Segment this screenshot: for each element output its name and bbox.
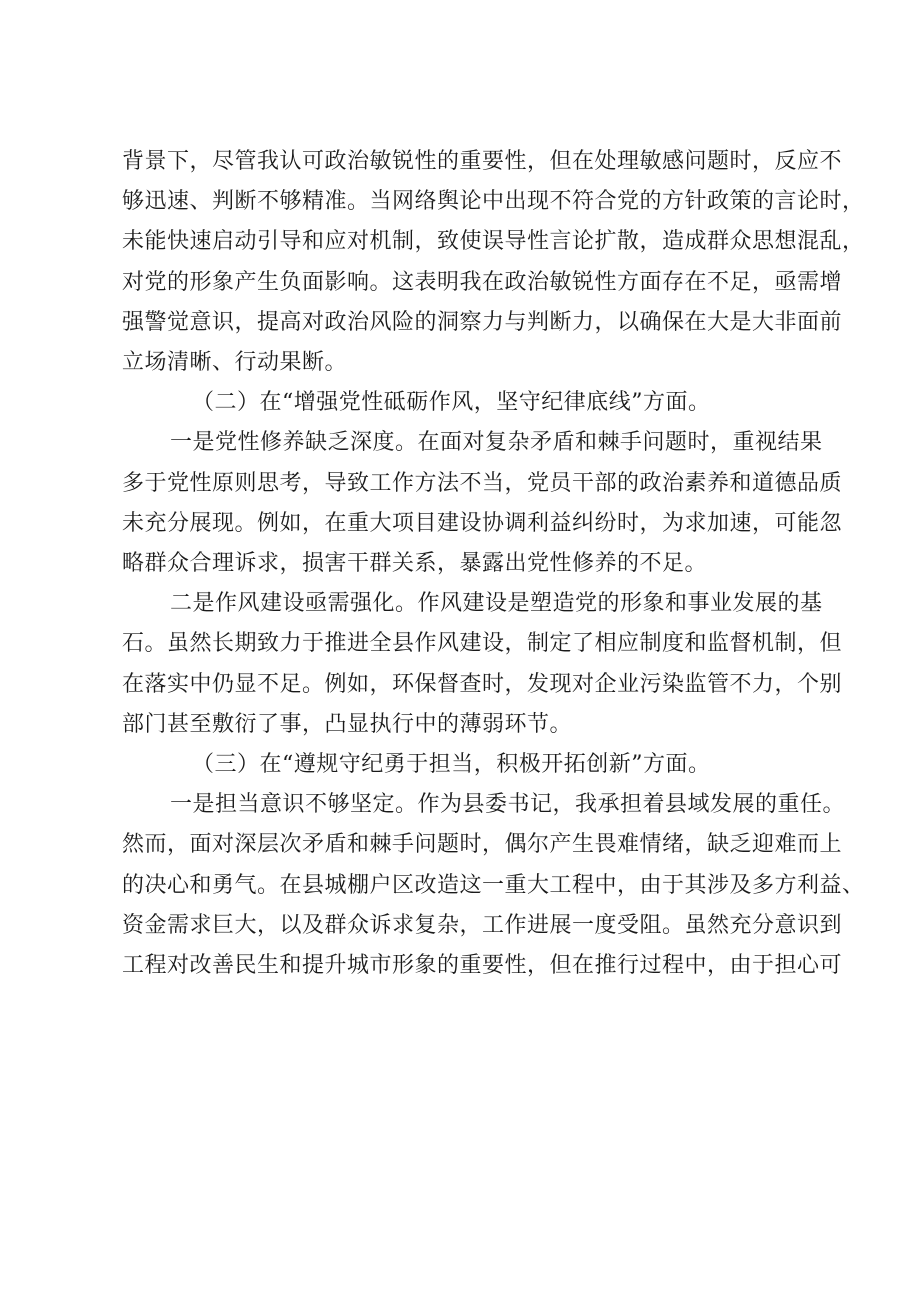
paragraph-line: 在落实中仍显不足。例如，环保督查时，发现对企业污染监管不力，个别 (122, 671, 843, 697)
paragraph-line: 二是作风建设亟需强化。作风建设是塑造党的形象和事业发展的基 (170, 591, 823, 617)
paragraph-line: 资金需求巨大，以及群众诉求复杂，工作进展一度受阻。虽然充分意识到 (122, 912, 843, 938)
paragraph-line: 够迅速、判断不够精准。当网络舆论中出现不符合党的方针政策的言论时， (122, 189, 865, 215)
section-heading: （二）在“增强党性砥砺作风，坚守纪律底线”方面。 (192, 390, 711, 416)
paragraph-line: 略群众合理诉求，损害干群关系，暴露出党性修养的不足。 (122, 551, 708, 576)
paragraph-line: 的决心和勇气。在县城棚户区改造这一重大工程中，由于其涉及多方利益、 (122, 872, 865, 898)
paragraph-line: 立场清晰、行动果断。 (122, 350, 348, 375)
paragraph-line: 一是党性修养缺乏深度。在面对复杂矛盾和棘手问题时，重视结果 (170, 430, 823, 456)
paragraph-line: 石。虽然长期致力于推进全县作风建设，制定了相应制度和监督机制，但 (122, 631, 843, 657)
paragraph-line: 背景下，尽管我认可政治敏锐性的重要性，但在处理敏感问题时，反应不 (122, 149, 843, 174)
paragraph-line: 未能快速启动引导和应对机制，致使误导性言论扩散，造成群众思想混乱， (122, 229, 865, 255)
paragraph-line: 一是担当意识不够坚定。作为县委书记，我承担着县域发展的重任。 (170, 792, 846, 818)
paragraph-line: 强警觉意识，提高对政治风险的洞察力与判断力，以确保在大是大非面前 (122, 309, 843, 335)
paragraph-line: 工程对改善民生和提升城市形象的重要性，但在推行过程中，由于担心可 (122, 953, 843, 978)
paragraph-line: 未充分展现。例如，在重大项目建设协调利益纠纷时，为求加速，可能忽 (122, 510, 843, 536)
paragraph-line: 多于党性原则思考，导致工作方法不当，党员干部的政治素养和道德品质 (122, 470, 843, 496)
paragraph-line: 部门甚至敷衍了事，凸显执行中的薄弱环节。 (122, 711, 573, 737)
paragraph-line: 然而，面对深层次矛盾和棘手问题时，偶尔产生畏难情绪，缺乏迎难而上 (122, 832, 843, 858)
section-heading: （三）在“遵规守纪勇于担当，积极开拓创新”方面。 (192, 752, 711, 777)
paragraph-line: 对党的形象产生负面影响。这表明我在政治敏锐性方面存在不足，亟需增 (122, 269, 843, 295)
